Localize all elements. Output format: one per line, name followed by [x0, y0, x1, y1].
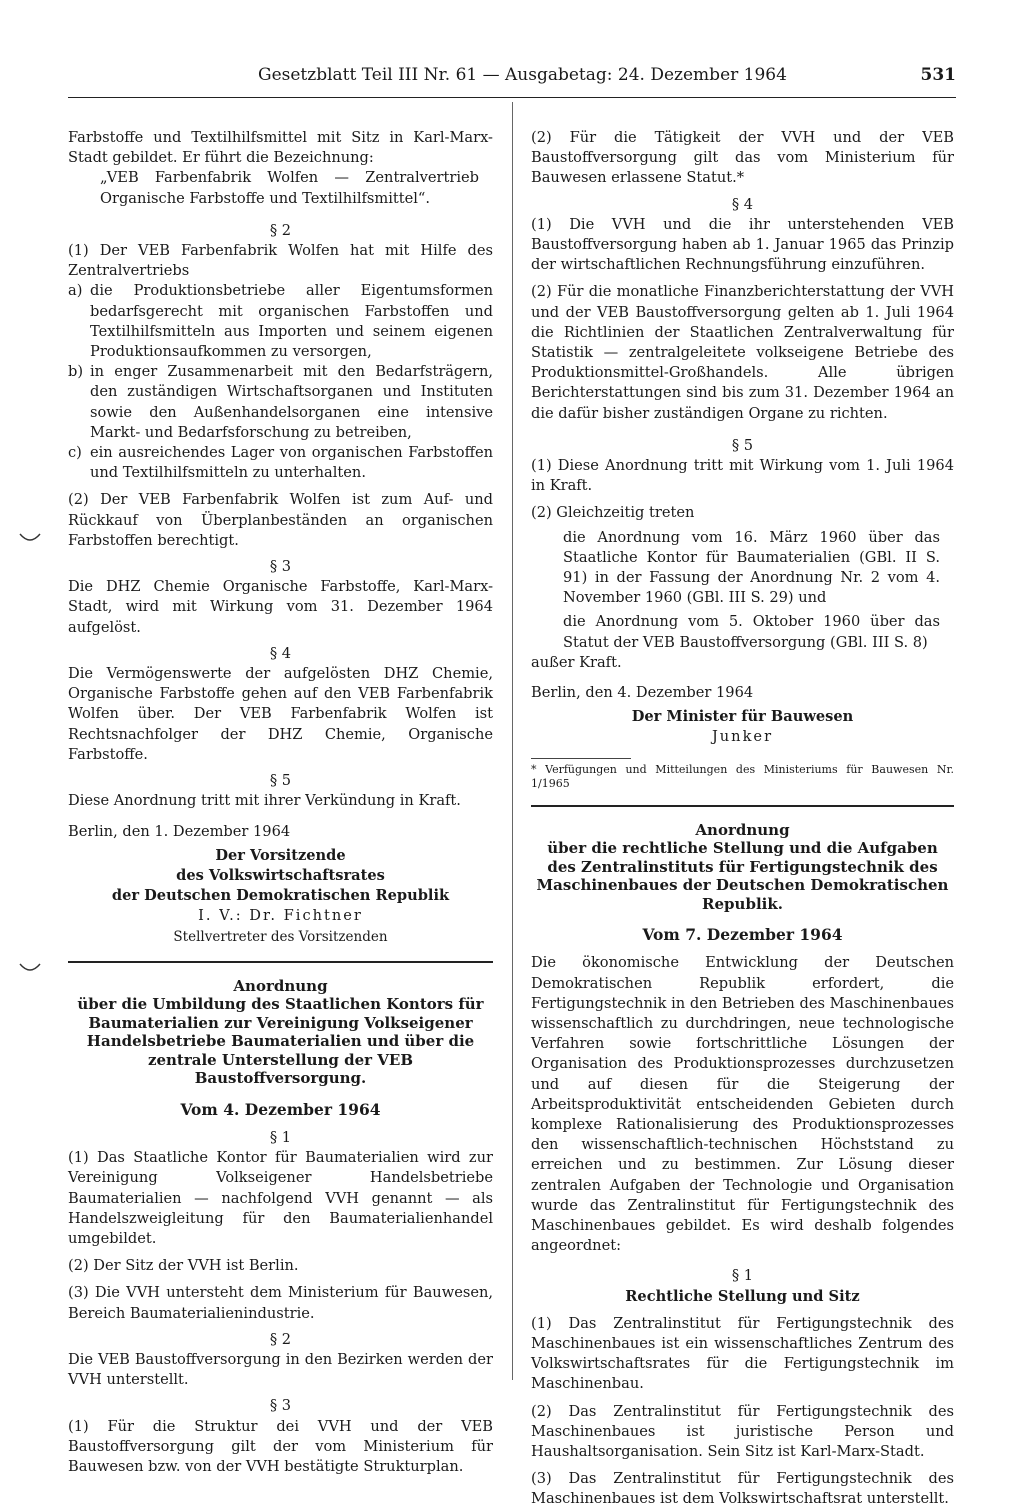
signatory-line: des Volkswirtschaftsrates: [176, 866, 385, 884]
paragraph: Die DHZ Chemie Organische Farbstoffe, Karl-Marx-Stadt, wird mit Wirkung vom 31. Dezember 1964 aufgelöst.: [68, 578, 493, 636]
quote: „VEB Farbenfabrik Wolfen — Zentralvertrieb Organische Farbstoffe und Textilhilfsmittel“.: [100, 169, 479, 207]
header-rule: [68, 97, 956, 98]
section-heading: § 4: [731, 195, 754, 213]
paragraph: Die Vermögenswerte der aufgelösten DHZ Chemie, Organische Farbstoffe gehen auf den VEB Farbenfabrik Wolfen über. Der VEB Farbenfabrik Wolfen ist Rechtsnachfolger der DHZ Chemie, Organische Farbstoffe.: [68, 665, 493, 763]
signatory-line: Der Minister für Bauwesen: [631, 708, 854, 726]
paragraph: (3) Das Zentralinstitut für Fertigungstechnik des Maschinenbaues ist dem Volkswirtschaftsrat unterstellt.: [531, 1470, 954, 1508]
ordinance-title: Anordnung: [233, 976, 328, 995]
paragraph: (3) Die VVH untersteht dem Ministerium für Bauwesen, Bereich Baumaterialienindustrie.: [68, 1284, 493, 1322]
page-header: [68, 65, 956, 89]
paragraph: (2) Das Zentralinstitut für Fertigungstechnik des Maschinenbaues ist juristische Person und Haushaltsorganisation. Sein Sitz ist Karl-Marx-Stadt.: [531, 1402, 954, 1461]
column-divider: [512, 102, 513, 1380]
section-heading: § 3: [269, 1397, 292, 1415]
section-rule: [531, 805, 954, 807]
paragraph: (2) Für die monatliche Finanzberichterstattung der VVH und der VEB Baustoffversorgung gelten ab 1. Juli 1964 die Richtlinien der Staatlichen Zentralverwaltung für Statistik — zentralgeleitete volkseigene Betriebe des Produktionsmittel-Großhandels. Alle übrigen Berichterstattungen sind bis zum 31. Dezember 1964 an die dafür bisher zuständigen Organe zu richten.: [531, 283, 954, 422]
paragraph: Die VEB Baustoffversorgung in den Bezirken werden der VVH unterstellt.: [68, 1350, 493, 1389]
paragraph: (2) Für die Tätigkeit der VVH und der VEB Baustoffversorgung gilt das vom Ministerium für Bauwesen erlassene Statut.*: [531, 129, 954, 187]
paragraph: (1) Die VVH und die ihr unterstehenden VEB Baustoffversorgung haben ab 1. Januar 1965 das Prinzip der wirtschaftlichen Rechnungsführung einzuführen.: [531, 215, 954, 274]
ordinance-subtitle: über die Umbildung des Staatlichen Kontors für Baumaterialien zur Vereinigung Volkseigener Handelsbetriebe Baumaterialien und über die zentrale Unterstellung der VEB Baustoffversorgung.: [77, 995, 484, 1088]
ordinance-subtitle: über die rechtliche Stellung und die Aufgaben des Zentralinstituts für Fertigungstechnik des Maschinenbaues der Deutschen Demokratischen Republik.: [536, 839, 949, 913]
paragraph: Diese Anordnung tritt mit ihrer Verkündung in Kraft.: [68, 792, 461, 810]
paragraph: (1) Diese Anordnung tritt mit Wirkung vom 1. Juli 1964 in Kraft.: [531, 457, 954, 495]
gazette-title: Gesetzblatt Teil III Nr. 61 — Ausgabetag: 24. Dezember 1964: [258, 65, 787, 85]
margin-mark: [18, 528, 42, 548]
list-label: c): [68, 444, 82, 462]
list-text: die Anordnung vom 5. Oktober 1960 über das Statut der VEB Baustoffversorgung (GBl. III S. 8): [563, 613, 940, 651]
list-label: a): [68, 282, 83, 300]
ordinance-title: Anordnung: [695, 820, 790, 839]
list-text: ein ausreichendes Lager von organischen Farbstoffen und Textilhilfsmitteln zu unterhalten.: [90, 444, 493, 482]
section-heading: § 4: [269, 644, 292, 662]
list-text: in enger Zusammenarbeit mit den Bedarfsträgern, den zuständigen Wirtschaftsorganen und Instituten sowie den Außenhandelsorganen eine intensive Markt- und Bedarfsforschung zu betreiben,: [90, 363, 493, 441]
paragraph: (1) Das Zentralinstitut für Fertigungstechnik des Maschinenbaues ist ein wissenschaftliches Zentrum des Volkswirtschaftsrates für die Fertigungstechnik im Maschinenbau.: [531, 1314, 954, 1393]
paragraph: außer Kraft.: [531, 653, 622, 671]
signatory-title: Stellvertreter des Vorsitzenden: [173, 928, 388, 945]
place-date: Berlin, den 4. Dezember 1964: [531, 684, 754, 702]
signatory-name: Junker: [711, 728, 774, 746]
left-column: [68, 128, 493, 1477]
right-column: [531, 128, 954, 1510]
list-text: die Produktionsbetriebe aller Eigentumsformen bedarfsgerecht mit organischen Farbstoffen und Textilhilfsmitteln aus Importen und seinem eigenen Produktionsaufkommen zu versorgen,: [90, 282, 493, 361]
place-date: Berlin, den 1. Dezember 1964: [68, 822, 291, 840]
paragraph: Farbstoffe und Textilhilfsmittel mit Sitz in Karl-Marx-Stadt gebildet. Er führt die Bezeichnung:: [68, 129, 493, 167]
list-item: [68, 443, 493, 483]
page-number: 531: [920, 65, 956, 85]
section-heading: § 1: [269, 1128, 292, 1146]
margin-mark: [18, 958, 42, 978]
section-title: Rechtliche Stellung und Sitz: [625, 1287, 860, 1305]
signatory-line: der Deutschen Demokratischen Republik: [111, 887, 450, 905]
paragraph: (2) Gleichzeitig treten: [531, 504, 695, 522]
list-item: [68, 362, 493, 443]
paragraph: (1) Der VEB Farbenfabrik Wolfen hat mit Hilfe des Zentralvertriebs: [68, 242, 493, 280]
footnote: * Verfügungen und Mitteilungen des Ministeriums für Bauwesen Nr. 1/1965: [531, 762, 954, 790]
section-heading: § 1: [731, 1267, 754, 1285]
paragraph: (1) Für die Struktur dei VVH und der VEB Baustoffversorgung gilt der vom Ministerium für Bauwesen bzw. von der VVH bestätigte Strukturplan.: [68, 1417, 493, 1475]
section-heading: § 2: [269, 1330, 292, 1348]
paragraph: (1) Das Staatliche Kontor für Baumaterialien wird zur Vereinigung Volkseigener Handelsbetriebe Baumaterialien — nachfolgend VVH genannt — als Handelszweigleitung für den Baumaterialienhandel umgebildet.: [68, 1149, 493, 1247]
section-heading: § 5: [269, 772, 292, 790]
ordinance-date: Vom 7. Dezember 1964: [642, 925, 843, 945]
section-heading: § 5: [731, 436, 754, 454]
list-item: [68, 281, 493, 362]
section-heading: § 2: [269, 221, 292, 239]
ordinance-date: Vom 4. Dezember 1964: [180, 1099, 381, 1119]
signatory-line: Der Vorsitzende: [215, 846, 346, 864]
section-rule: [68, 961, 493, 963]
signatory-name: I. V.: Dr. Fichtner: [198, 907, 363, 925]
list-text: die Anordnung vom 16. März 1960 über das Staatliche Kontor für Baumaterialien (GBl. II S. 91) in der Fassung der Anordnung Nr. 2 vom 4. November 1960 (GBl. III S. 29) und: [563, 528, 940, 607]
paragraph: Die ökonomische Entwicklung der Deutschen Demokratischen Republik erfordert, die Fertigungstechnik in den Betrieben des Maschinenbaues wissenschaftlich zu durchdringen, neue technologische Verfahren sowie fortschrittliche Lösungen der Organisation des Produktionsprozesses durchzusetzen und auf diesen für die Steigerung der Arbeitsproduktivität entscheidenden Gebieten durch komplexe Rationalisierung des Produktionsprozesses den wissenschaftlich-technischen Höchststand zu erreichen und zu bestimmen. Zur Lösung dieser zentralen Aufgaben der Technologie und Organisation wurde das Zentralinstitut für Fertigungstechnik des Maschinenbaues gebildet. Es wird deshalb folgendes angeordnet:: [531, 954, 954, 1255]
list-label: b): [68, 363, 84, 381]
footnote-rule: [531, 758, 631, 759]
section-heading: § 3: [269, 558, 292, 576]
paragraph: (2) Der VEB Farbenfabrik Wolfen ist zum Auf- und Rückkauf von Überplanbeständen an organischen Farbstoffen berechtigt.: [68, 491, 493, 549]
paragraph: (2) Der Sitz der VVH ist Berlin.: [68, 1257, 299, 1275]
